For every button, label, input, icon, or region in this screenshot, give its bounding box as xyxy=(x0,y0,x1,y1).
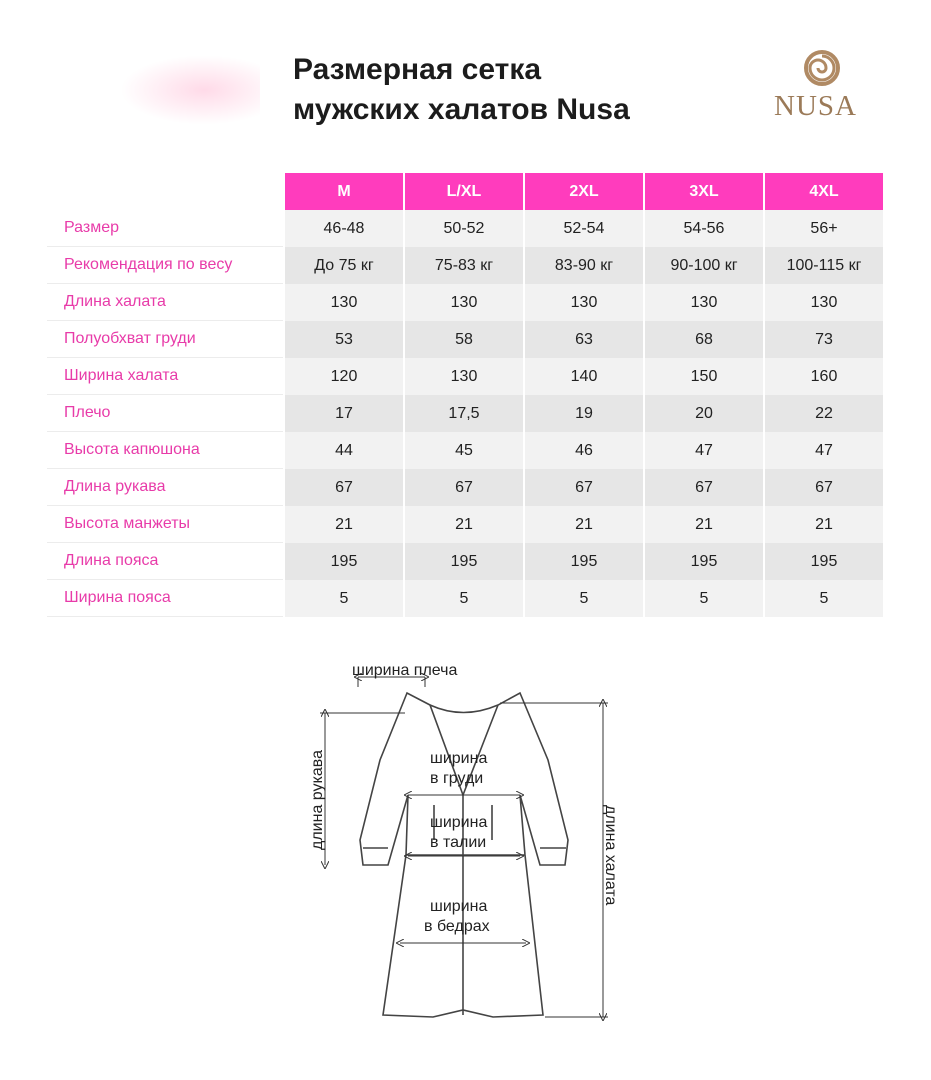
table-cell: 130 xyxy=(403,358,523,395)
table-cell: 5 xyxy=(403,580,523,617)
waist-label-line2: в талии xyxy=(430,834,487,851)
size-header-row xyxy=(47,173,883,210)
table-cell: 67 xyxy=(403,469,523,506)
chest-label-line1: ширина xyxy=(430,750,488,767)
robe-outline xyxy=(360,693,568,1017)
table-cell: 195 xyxy=(283,543,403,580)
table-cell: 21 xyxy=(523,506,643,543)
table-cell: 63 xyxy=(523,321,643,358)
table-row xyxy=(47,321,883,358)
table-cell: 19 xyxy=(523,395,643,432)
title-line-2: мужских халатов Nusa xyxy=(293,93,630,126)
table-cell: До 75 кг xyxy=(283,247,403,284)
row-label: Ширина халата xyxy=(47,358,283,395)
table-cell: 90-100 кг xyxy=(643,247,763,284)
table-cell: 130 xyxy=(403,284,523,321)
table-cell: 195 xyxy=(403,543,523,580)
table-row xyxy=(47,432,883,469)
table-cell: 46 xyxy=(523,432,643,469)
table-cell: 75-83 кг xyxy=(403,247,523,284)
table-row xyxy=(47,284,883,321)
row-label: Длина халата xyxy=(47,284,283,321)
table-cell: 5 xyxy=(523,580,643,617)
table-cell: 52-54 xyxy=(523,210,643,247)
table-cell: 67 xyxy=(283,469,403,506)
hips-label-line1: ширина xyxy=(430,898,488,915)
table-row xyxy=(47,580,883,617)
table-cell: 5 xyxy=(643,580,763,617)
table-cell: 53 xyxy=(283,321,403,358)
table-cell: 17 xyxy=(283,395,403,432)
table-cell: 195 xyxy=(523,543,643,580)
title-line-1: Размерная сетка xyxy=(293,53,542,86)
row-label: Размер xyxy=(47,210,283,247)
table-cell: 50-52 xyxy=(403,210,523,247)
table-cell: 58 xyxy=(403,321,523,358)
brand-logo xyxy=(770,48,880,128)
table-cell: 22 xyxy=(763,395,883,432)
table-cell: 73 xyxy=(763,321,883,358)
table-cell: 20 xyxy=(643,395,763,432)
table-cell: 83-90 кг xyxy=(523,247,643,284)
table-cell: 21 xyxy=(643,506,763,543)
robe-length-label: длина халата xyxy=(602,805,619,906)
table-cell: 67 xyxy=(523,469,643,506)
robe-sketch xyxy=(300,655,640,1055)
size-table xyxy=(47,173,883,617)
table-cell: 150 xyxy=(643,358,763,395)
row-label: Высота манжеты xyxy=(47,506,283,543)
table-cell: 67 xyxy=(643,469,763,506)
table-cell: 100-115 кг xyxy=(763,247,883,284)
shoulder-width-label: ширина плеча xyxy=(352,662,458,679)
table-cell: 46-48 xyxy=(283,210,403,247)
page-title xyxy=(293,50,630,130)
size-header-cell: 4XL xyxy=(763,173,883,210)
table-cell: 120 xyxy=(283,358,403,395)
table-row xyxy=(47,247,883,284)
table-cell: 21 xyxy=(283,506,403,543)
table-cell: 56+ xyxy=(763,210,883,247)
row-label: Полуобхват груди xyxy=(47,321,283,358)
table-row xyxy=(47,506,883,543)
spiral-logo-icon xyxy=(770,48,880,93)
table-cell: 130 xyxy=(283,284,403,321)
table-cell: 130 xyxy=(643,284,763,321)
header-blank-cell xyxy=(47,173,283,210)
size-header-cell: L/XL xyxy=(403,173,523,210)
table-row xyxy=(47,469,883,506)
table-row xyxy=(47,210,883,247)
table-cell: 140 xyxy=(523,358,643,395)
table-cell: 130 xyxy=(763,284,883,321)
logo-text: NUSA xyxy=(774,90,857,122)
table-cell: 47 xyxy=(763,432,883,469)
table-cell: 68 xyxy=(643,321,763,358)
chest-label-line2: в груди xyxy=(430,770,484,787)
table-cell: 17,5 xyxy=(403,395,523,432)
table-row xyxy=(47,395,883,432)
robe-measurement-diagram xyxy=(300,655,640,1060)
table-cell: 195 xyxy=(643,543,763,580)
table-cell: 5 xyxy=(763,580,883,617)
sleeve-length-label: длина рукава xyxy=(309,750,326,850)
row-label: Высота капюшона xyxy=(47,432,283,469)
table-cell: 160 xyxy=(763,358,883,395)
table-cell: 130 xyxy=(523,284,643,321)
table-row xyxy=(47,358,883,395)
row-label: Рекомендация по весу xyxy=(47,247,283,284)
table-cell: 21 xyxy=(763,506,883,543)
row-label: Длина рукава xyxy=(47,469,283,506)
row-label: Плечо xyxy=(47,395,283,432)
table-cell: 195 xyxy=(763,543,883,580)
size-header-cell: 2XL xyxy=(523,173,643,210)
faded-decoration xyxy=(120,55,260,125)
waist-label-line1: ширина xyxy=(430,814,488,831)
table-cell: 45 xyxy=(403,432,523,469)
table-cell: 44 xyxy=(283,432,403,469)
size-header-cell: M xyxy=(283,173,403,210)
table-cell: 67 xyxy=(763,469,883,506)
table-cell: 5 xyxy=(283,580,403,617)
table-cell: 47 xyxy=(643,432,763,469)
size-header-cell: 3XL xyxy=(643,173,763,210)
table-cell: 21 xyxy=(403,506,523,543)
row-label: Ширина пояса xyxy=(47,580,283,617)
hips-label-line2: в бедрах xyxy=(424,918,490,935)
table-row xyxy=(47,543,883,580)
row-label: Длина пояса xyxy=(47,543,283,580)
table-cell: 54-56 xyxy=(643,210,763,247)
